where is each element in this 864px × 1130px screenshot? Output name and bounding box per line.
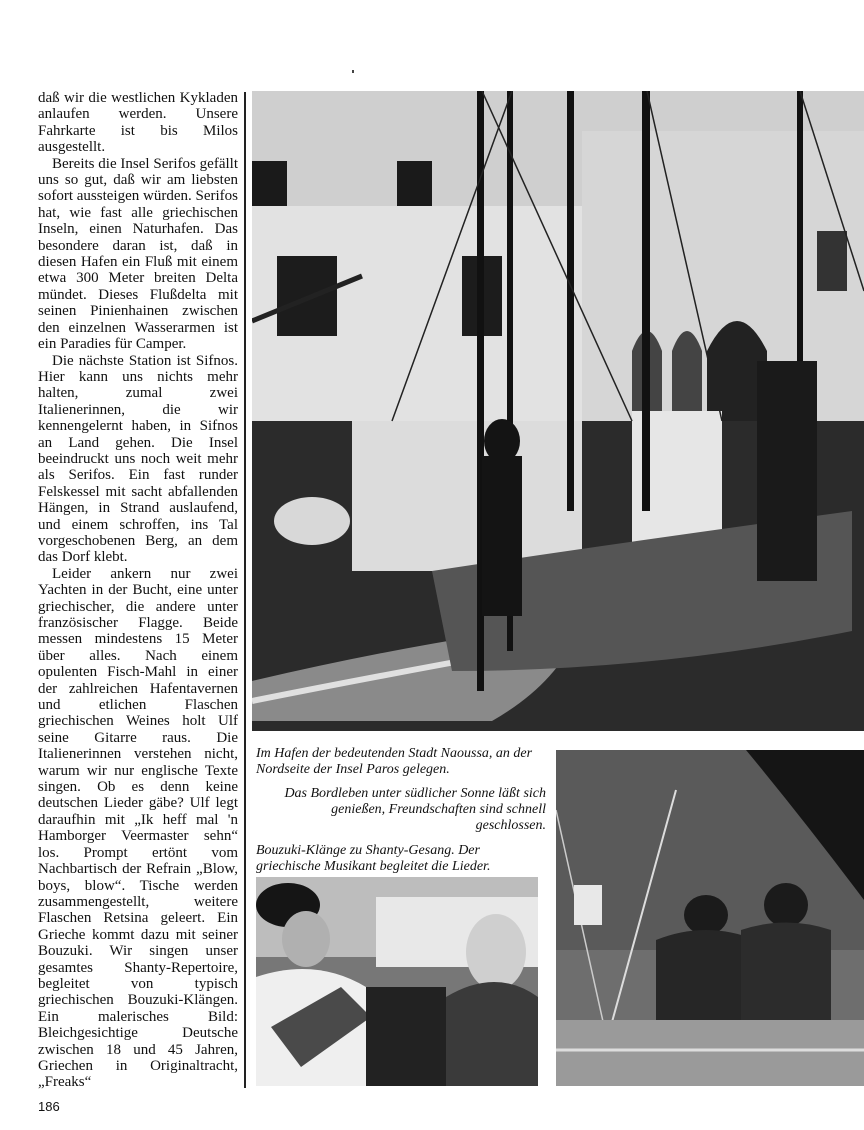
onboard-caption: Das Bordleben unter südlicher Sonne läßt sich genießen, Freundschaften sind schnell geschlossen. [284,786,546,833]
paragraph-1: daß wir die westlichen Kykladen anlaufen werden. Unsere Fahrkarte ist bis Milos ausgestellt. [38,90,238,156]
onboard-photo [556,750,864,1086]
bouzouki-photo [256,877,538,1086]
harbor-photo [252,91,864,731]
column-divider [244,92,246,1088]
paragraph-4: Leider ankern nur zwei Yachten in der Bucht, eine unter griechischer, die andere unter französischer Flagge. Beide messen mindestens 15 Meter über alles. Nach einem opulenten Fisch-Mahl in einer der zahlreichen Hafentavernen und etlichen Flaschen griechischen Weines holt Ulf seine Gitarre raus. Die Italienerinnen verstehen nicht, warum wir nur englische Texte singen. Ob es denn keine deutschen Lieder gäbe? Ulf legt daraufhin mit „Ik heff mal 'n Hamborger Veermaster sehn“ los. Prompt ertönt vom Nachbartisch der Refrain „Blow, boys, blow“. Tische werden zusammengestellt, weitere Flaschen Retsina geleert. Ein Grieche kommt dazu mit seiner Bouzuki. Wir singen unser gesamtes Shanty-Repertoire, begleitet von typisch griechischen Bouzuki-Klängen. Ein malerisches Bild: Bleichgesichtige Deutsche zwischen 18 und 45 Jahren, Griechen in Originaltracht, „Freaks“ [38,565,238,1091]
print-speck [352,70,354,73]
harbor-caption: Im Hafen der bedeutenden Stadt Naoussa, an der Nordseite der Insel Paros gelegen. [256,746,533,777]
page-number: 186 [38,1099,60,1114]
paragraph-2: Bereits die Insel Serifos gefällt uns so gut, daß wir am liebsten sofort aussteigen würden. Serifos hat, wie fast alle griechischen Inseln, einen Naturhafen. Das besondere daran ist, daß in diesen Hafen ein Fluß mit einem etwa 300 Meter breiten Delta mündet. Dieses Flußdelta mit seinen Pinienhainen zwischen den einzelnen Wasserarmen ist ein Paradies für Camper. [38,155,238,353]
article-column [38,90,238,1090]
bouzouki-caption: Bouzuki-Klänge zu Shanty-Gesang. Der griechische Musikant begleitet die Lieder. [256,843,491,874]
paragraph-3: Die nächste Station ist Sifnos. Hier kann uns nichts mehr halten, zumal zwei Italienerinnen, die wir kennengelernt haben, in Sifnos an Land gehen. Die Insel beeindruckt uns noch weit mehr als Serifos. Ein fast runder Felskessel mit sacht abfallenden Hängen, in Strand auslaufend, und einem schroffen, ins Tal vorgeschobenen Berg, an dem das Dorf klebt. [38,352,238,566]
